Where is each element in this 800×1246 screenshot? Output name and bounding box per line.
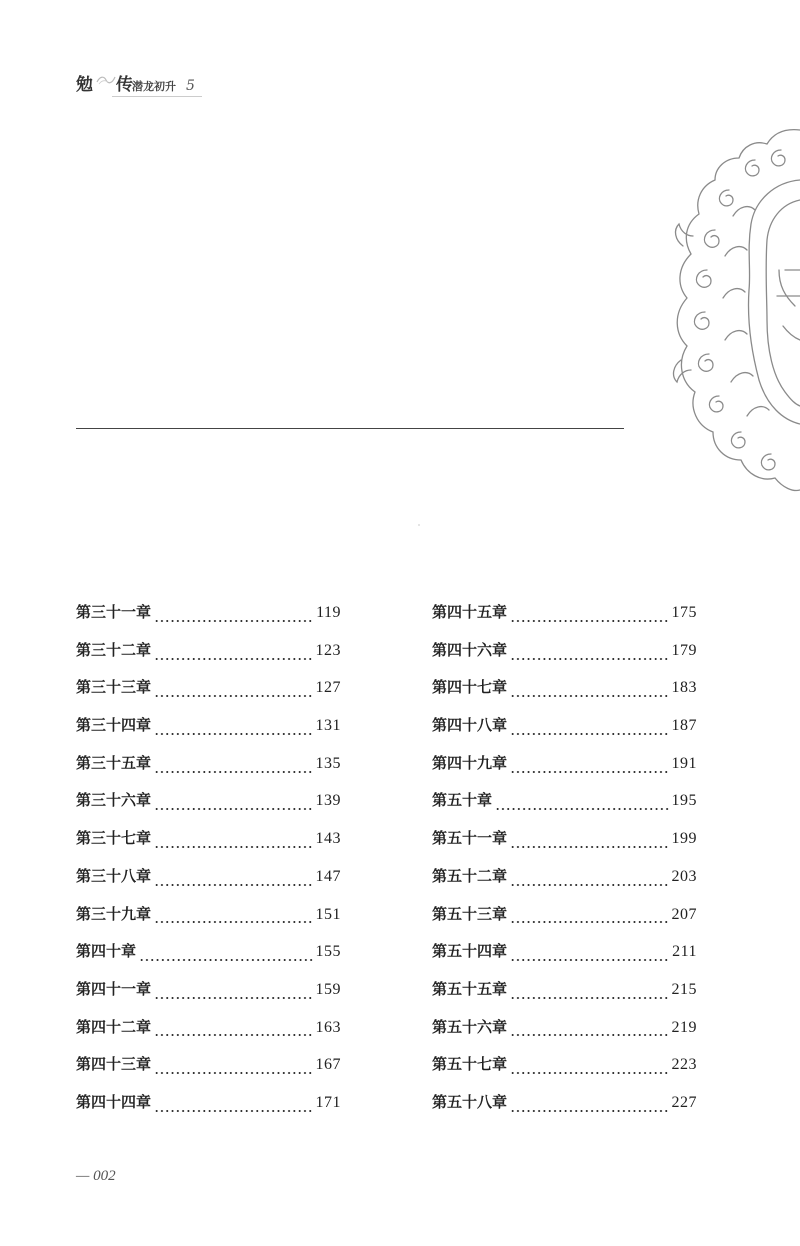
- toc-entry[interactable]: [432, 1012, 697, 1050]
- dot-leader: [510, 997, 669, 999]
- toc-entry[interactable]: [432, 1049, 697, 1087]
- toc-entry[interactable]: [432, 899, 697, 937]
- chapter-label: 第五十七章: [432, 1055, 508, 1074]
- dot-leader: [154, 658, 313, 660]
- print-speck: [418, 524, 420, 526]
- page-ref: 203: [671, 867, 697, 885]
- page-number: — 002: [76, 1168, 116, 1184]
- toc-entry[interactable]: [76, 710, 341, 748]
- chapter-label: 第四十四章: [76, 1092, 152, 1111]
- toc-entry[interactable]: [432, 748, 697, 786]
- chapter-label: 第五十三章: [432, 904, 508, 923]
- toc-entry[interactable]: [76, 635, 341, 673]
- page-ref: 119: [316, 604, 341, 621]
- book-title-char-2: 传: [116, 75, 133, 95]
- dot-leader: [510, 620, 669, 622]
- dot-leader: [154, 997, 313, 999]
- chapter-label: 第三十八章: [76, 866, 152, 885]
- chapter-label: 第四十二章: [76, 1017, 152, 1036]
- page-ref: 187: [671, 717, 697, 735]
- section-divider: [76, 428, 624, 429]
- chapter-label: 第五十四章: [432, 942, 508, 961]
- chapter-label: 第四十七章: [432, 678, 508, 697]
- toc-entry[interactable]: [432, 936, 697, 974]
- page-ref: 135: [315, 754, 341, 772]
- chapter-label: 第四十三章: [76, 1055, 152, 1074]
- dot-leader: [510, 846, 669, 848]
- page-ref: 175: [671, 604, 697, 621]
- toc-entry[interactable]: [432, 823, 697, 861]
- toc-column-right: [432, 597, 697, 1125]
- chapter-label: 第五十章: [432, 791, 493, 810]
- dot-leader: [510, 771, 669, 773]
- dot-leader: [154, 771, 313, 773]
- wave-swash-icon: [96, 74, 116, 86]
- page-ref: 219: [671, 1018, 697, 1036]
- toc-entry[interactable]: [76, 672, 341, 710]
- dot-leader: [154, 1034, 313, 1036]
- page-ref: 211: [672, 943, 697, 961]
- toc-entry[interactable]: [432, 1087, 697, 1125]
- chapter-label: 第五十二章: [432, 866, 508, 885]
- toc-entry[interactable]: [432, 710, 697, 748]
- chapter-label: 第五十一章: [432, 829, 508, 848]
- page-ref: 227: [671, 1093, 697, 1111]
- chapter-label: 第三十六章: [76, 791, 152, 810]
- toc-column-left: [76, 597, 341, 1125]
- page-ref: 151: [315, 905, 341, 923]
- book-subtitle: 潜龙初升: [132, 80, 176, 93]
- page-ref: 143: [315, 830, 341, 848]
- dot-leader: [510, 695, 669, 697]
- chapter-label: 第三十三章: [76, 678, 152, 697]
- page-ref: 139: [315, 792, 341, 810]
- chapter-label: 第四十六章: [432, 640, 508, 659]
- chapter-label: 第四十八章: [432, 716, 508, 735]
- dot-leader: [510, 959, 670, 961]
- page-ref: 127: [315, 679, 341, 697]
- toc-entry[interactable]: [76, 1012, 341, 1050]
- page-ref: 215: [671, 980, 697, 998]
- dot-leader: [154, 1072, 313, 1074]
- dot-leader: [495, 808, 669, 810]
- chapter-label: 第三十九章: [76, 904, 152, 923]
- chapter-label: 第三十七章: [76, 829, 152, 848]
- dot-leader: [510, 1110, 669, 1112]
- toc-entry[interactable]: [76, 974, 341, 1012]
- chapter-label: 第五十五章: [432, 979, 508, 998]
- page-ref: 199: [671, 830, 697, 848]
- dot-leader: [154, 620, 314, 622]
- header-underline: [112, 96, 202, 97]
- dot-leader: [154, 808, 313, 810]
- dot-leader: [154, 921, 313, 923]
- toc-entry[interactable]: [76, 785, 341, 823]
- chapter-label: 第三十二章: [76, 640, 152, 659]
- page-ref: 223: [671, 1056, 697, 1074]
- chapter-label: 第三十五章: [76, 753, 152, 772]
- toc-entry[interactable]: [76, 936, 341, 974]
- cloud-medallion-icon: [655, 120, 800, 500]
- toc-entry[interactable]: [432, 785, 697, 823]
- page-ref: 147: [315, 867, 341, 885]
- page-ref: 131: [315, 717, 341, 735]
- dot-leader: [510, 1034, 669, 1036]
- dot-leader: [139, 959, 313, 961]
- toc-entry[interactable]: [432, 974, 697, 1012]
- page-ref: 183: [671, 679, 697, 697]
- page-ref: 195: [671, 792, 697, 810]
- running-header: [76, 62, 276, 102]
- dot-leader: [510, 884, 669, 886]
- chapter-label: 第三十四章: [76, 716, 152, 735]
- toc-entry[interactable]: [432, 597, 697, 635]
- chapter-label: 第四十一章: [76, 979, 152, 998]
- dot-leader: [510, 733, 669, 735]
- chapter-label: 第三十一章: [76, 603, 152, 621]
- page-ref: 123: [315, 641, 341, 659]
- page-ref: 163: [315, 1018, 341, 1036]
- toc-entry[interactable]: [76, 823, 341, 861]
- dot-leader: [510, 1072, 669, 1074]
- toc-entry[interactable]: [76, 899, 341, 937]
- dot-leader: [154, 884, 313, 886]
- toc-entry[interactable]: [76, 1049, 341, 1087]
- toc-entry[interactable]: [432, 635, 697, 673]
- page-ref: 167: [315, 1056, 341, 1074]
- dot-leader: [510, 921, 669, 923]
- page-ref: 159: [315, 980, 341, 998]
- book-title-char-1: 勉: [76, 75, 93, 95]
- dot-leader: [154, 733, 313, 735]
- page-ref: 207: [671, 905, 697, 923]
- chapter-label: 第五十八章: [432, 1092, 508, 1111]
- page-ref: 191: [671, 754, 697, 772]
- toc-entry[interactable]: [76, 597, 341, 635]
- chapter-label: 第五十六章: [432, 1017, 508, 1036]
- dot-leader: [510, 658, 669, 660]
- chapter-label: 第四十五章: [432, 603, 508, 621]
- chapter-label: 第四十九章: [432, 753, 508, 772]
- volume-number: 5: [186, 78, 195, 94]
- dot-leader: [154, 1110, 313, 1112]
- toc-entry[interactable]: [76, 861, 341, 899]
- toc-entry[interactable]: [432, 672, 697, 710]
- page-ref: 171: [315, 1093, 341, 1111]
- toc-entry[interactable]: [76, 748, 341, 786]
- page-ref: 179: [671, 641, 697, 659]
- dot-leader: [154, 846, 313, 848]
- toc-entry[interactable]: [432, 861, 697, 899]
- page-ref: 155: [315, 943, 341, 961]
- chapter-label: 第四十章: [76, 942, 137, 961]
- dot-leader: [154, 695, 313, 697]
- toc-entry[interactable]: [76, 1087, 341, 1125]
